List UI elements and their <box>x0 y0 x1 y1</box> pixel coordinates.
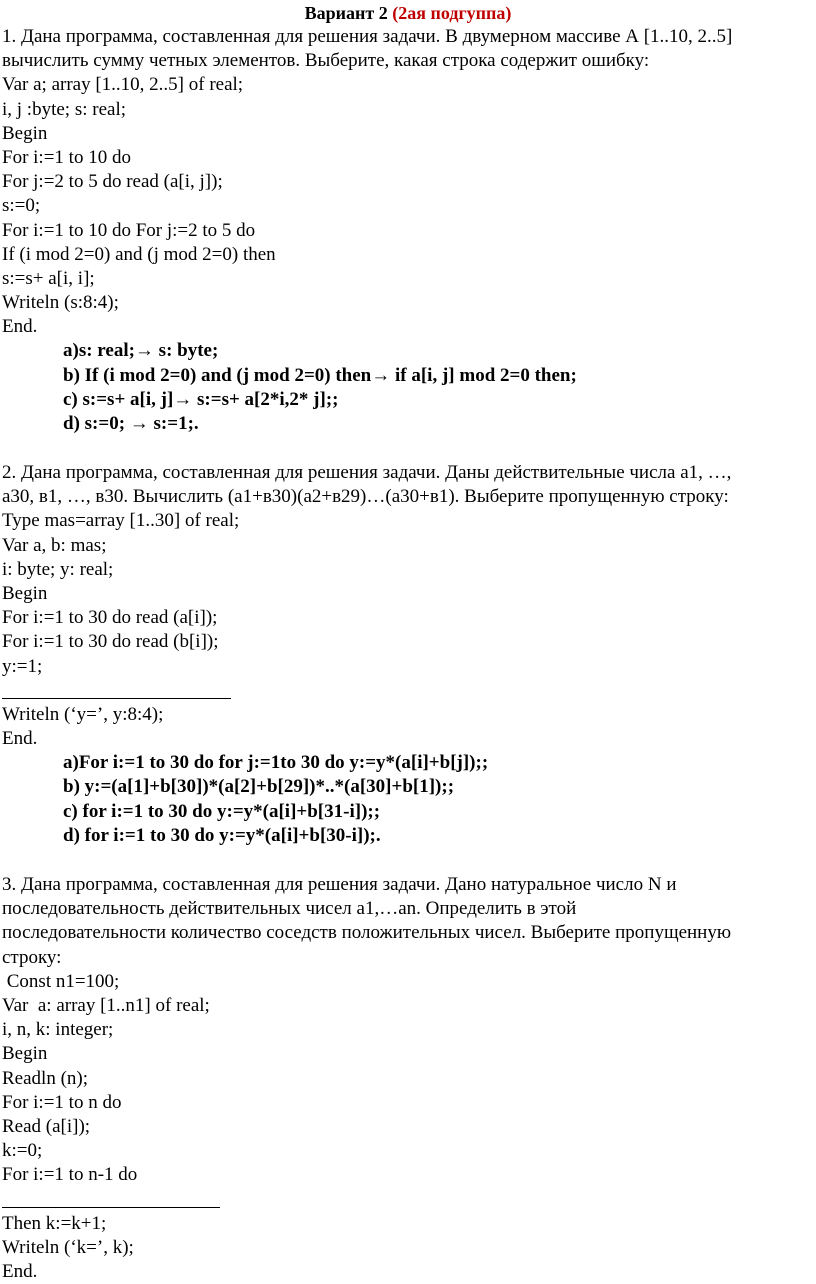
q3-blank-rule <box>2 1207 220 1208</box>
q1-code-line: i, j :byte; s: real; <box>2 98 127 120</box>
q2-option-a: a)For i:=1 to 30 do for j:=1to 30 do y:=y*(a[i]+b[j]);; <box>63 752 489 774</box>
question-2 <box>2 461 814 848</box>
q2-line: 2. Дана программа, составленная для решения задачи. Даны действительные числа а1, …, <box>2 462 732 483</box>
q3-code-line: Begin <box>2 1043 48 1065</box>
q3-code-line: Then k:=k+1; <box>2 1212 107 1234</box>
q3-line: 3. Дана программа, составленная для решения задачи. Дано натуральное число N и <box>2 874 677 895</box>
q1-code-line: End. <box>2 316 38 338</box>
variant-title <box>0 3 816 23</box>
question-1 <box>2 25 814 436</box>
q2-line: а30, в1, …, в30. Вычислить (а1+в30)(а2+в29)…(а30+в1). Выберите пропущенную строку: <box>2 486 729 508</box>
q2-blank-line <box>2 679 814 703</box>
q2-code-line: Writeln (‘y=’, y:8:4); <box>2 703 164 725</box>
q2-code-line: Type mas=array [1..30] of real; <box>2 510 240 532</box>
q2-code-line: For i:=1 to 30 do read (b[i]); <box>2 631 219 653</box>
q2-code-line: Var a, b: mas; <box>2 534 107 556</box>
q3-line: последовательности количество соседств положительных чисел. Выберите пропущенную <box>2 922 732 944</box>
q1-option-b: b) If (i mod 2=0) and (j mod 2=0) then→ if a[i, j] mod 2=0 then; <box>63 364 577 386</box>
q3-code-line: For i:=1 to n-1 do <box>2 1164 138 1186</box>
q2-code-line: End. <box>2 728 38 750</box>
q3-blank-line <box>2 1187 814 1211</box>
q3-code-line: Var a: array [1..n1] of real; <box>2 994 210 1016</box>
q3-code-line: End. <box>2 1261 38 1282</box>
q3-code-line: i, n, k: integer; <box>2 1019 114 1041</box>
q1-code-line: Begin <box>2 122 48 144</box>
variant-title-main: Вариант 2 <box>304 3 388 23</box>
q3-code-line: For i:=1 to n do <box>2 1091 122 1113</box>
q1-option-a: a)s: real;→ s: byte; <box>63 340 219 362</box>
q3-line: строку: <box>2 946 62 968</box>
q1-code-line: For i:=1 to 10 do For j:=2 to 5 do <box>2 219 256 241</box>
q3-line: последовательность действительных чисел а1,…аn. Определить в этой <box>2 898 577 920</box>
q2-code-line: y:=1; <box>2 655 43 677</box>
q2-option-d: d) for i:=1 to 30 do y:=y*(a[i]+b[30-i]);. <box>63 824 381 846</box>
q2-blank-rule <box>2 698 231 699</box>
q1-code-line: s:=s+ a[i, i]; <box>2 267 95 289</box>
q1-line: 1. Дана программа, составленная для решения задачи. В двумерном массиве А [1..10, 2..5] <box>2 26 733 47</box>
q1-code-line: Var a; array [1..10, 2..5] of real; <box>2 74 244 96</box>
q2-option-b: b) y:=(a[1]+b[30])*(a[2]+b[29])*..*(a[30]+b[1]);; <box>63 776 455 798</box>
q1-code-line: For i:=1 to 10 do <box>2 146 131 168</box>
q1-code-line: If (i mod 2=0) and (j mod 2=0) then <box>2 243 276 265</box>
q2-code-line: For i:=1 to 30 do read (a[i]); <box>2 607 218 629</box>
question-3 <box>2 873 814 1284</box>
q3-code-line: k:=0; <box>2 1140 43 1162</box>
q3-code-line: Readln (n); <box>2 1067 89 1089</box>
q3-code-line: Const n1=100; <box>2 970 120 992</box>
q2-option-c: c) for i:=1 to 30 do y:=y*(a[i]+b[31-i]);; <box>63 800 381 822</box>
variant-subgroup: (2ая подгуппа) <box>392 3 512 23</box>
q1-code-line: Writeln (s:8:4); <box>2 292 119 314</box>
q1-code-line: s:=0; <box>2 195 41 217</box>
q1-code-line: For j:=2 to 5 do read (a[i, j]); <box>2 171 223 193</box>
q1-option-c: c) s:=s+ a[i, j]→ s:=s+ a[2*i,2* j];; <box>63 388 339 410</box>
q2-code-line: Begin <box>2 582 48 604</box>
q1-option-d: d) s:=0; → s:=1;. <box>63 413 199 434</box>
q1-line: вычислить сумму четных элементов. Выберите, какая строка содержит ошибку: <box>2 50 650 72</box>
q2-code-line: i: byte; y: real; <box>2 558 114 580</box>
q3-code-line: Read (a[i]); <box>2 1115 91 1137</box>
q3-code-line: Writeln (‘k=’, k); <box>2 1236 134 1258</box>
